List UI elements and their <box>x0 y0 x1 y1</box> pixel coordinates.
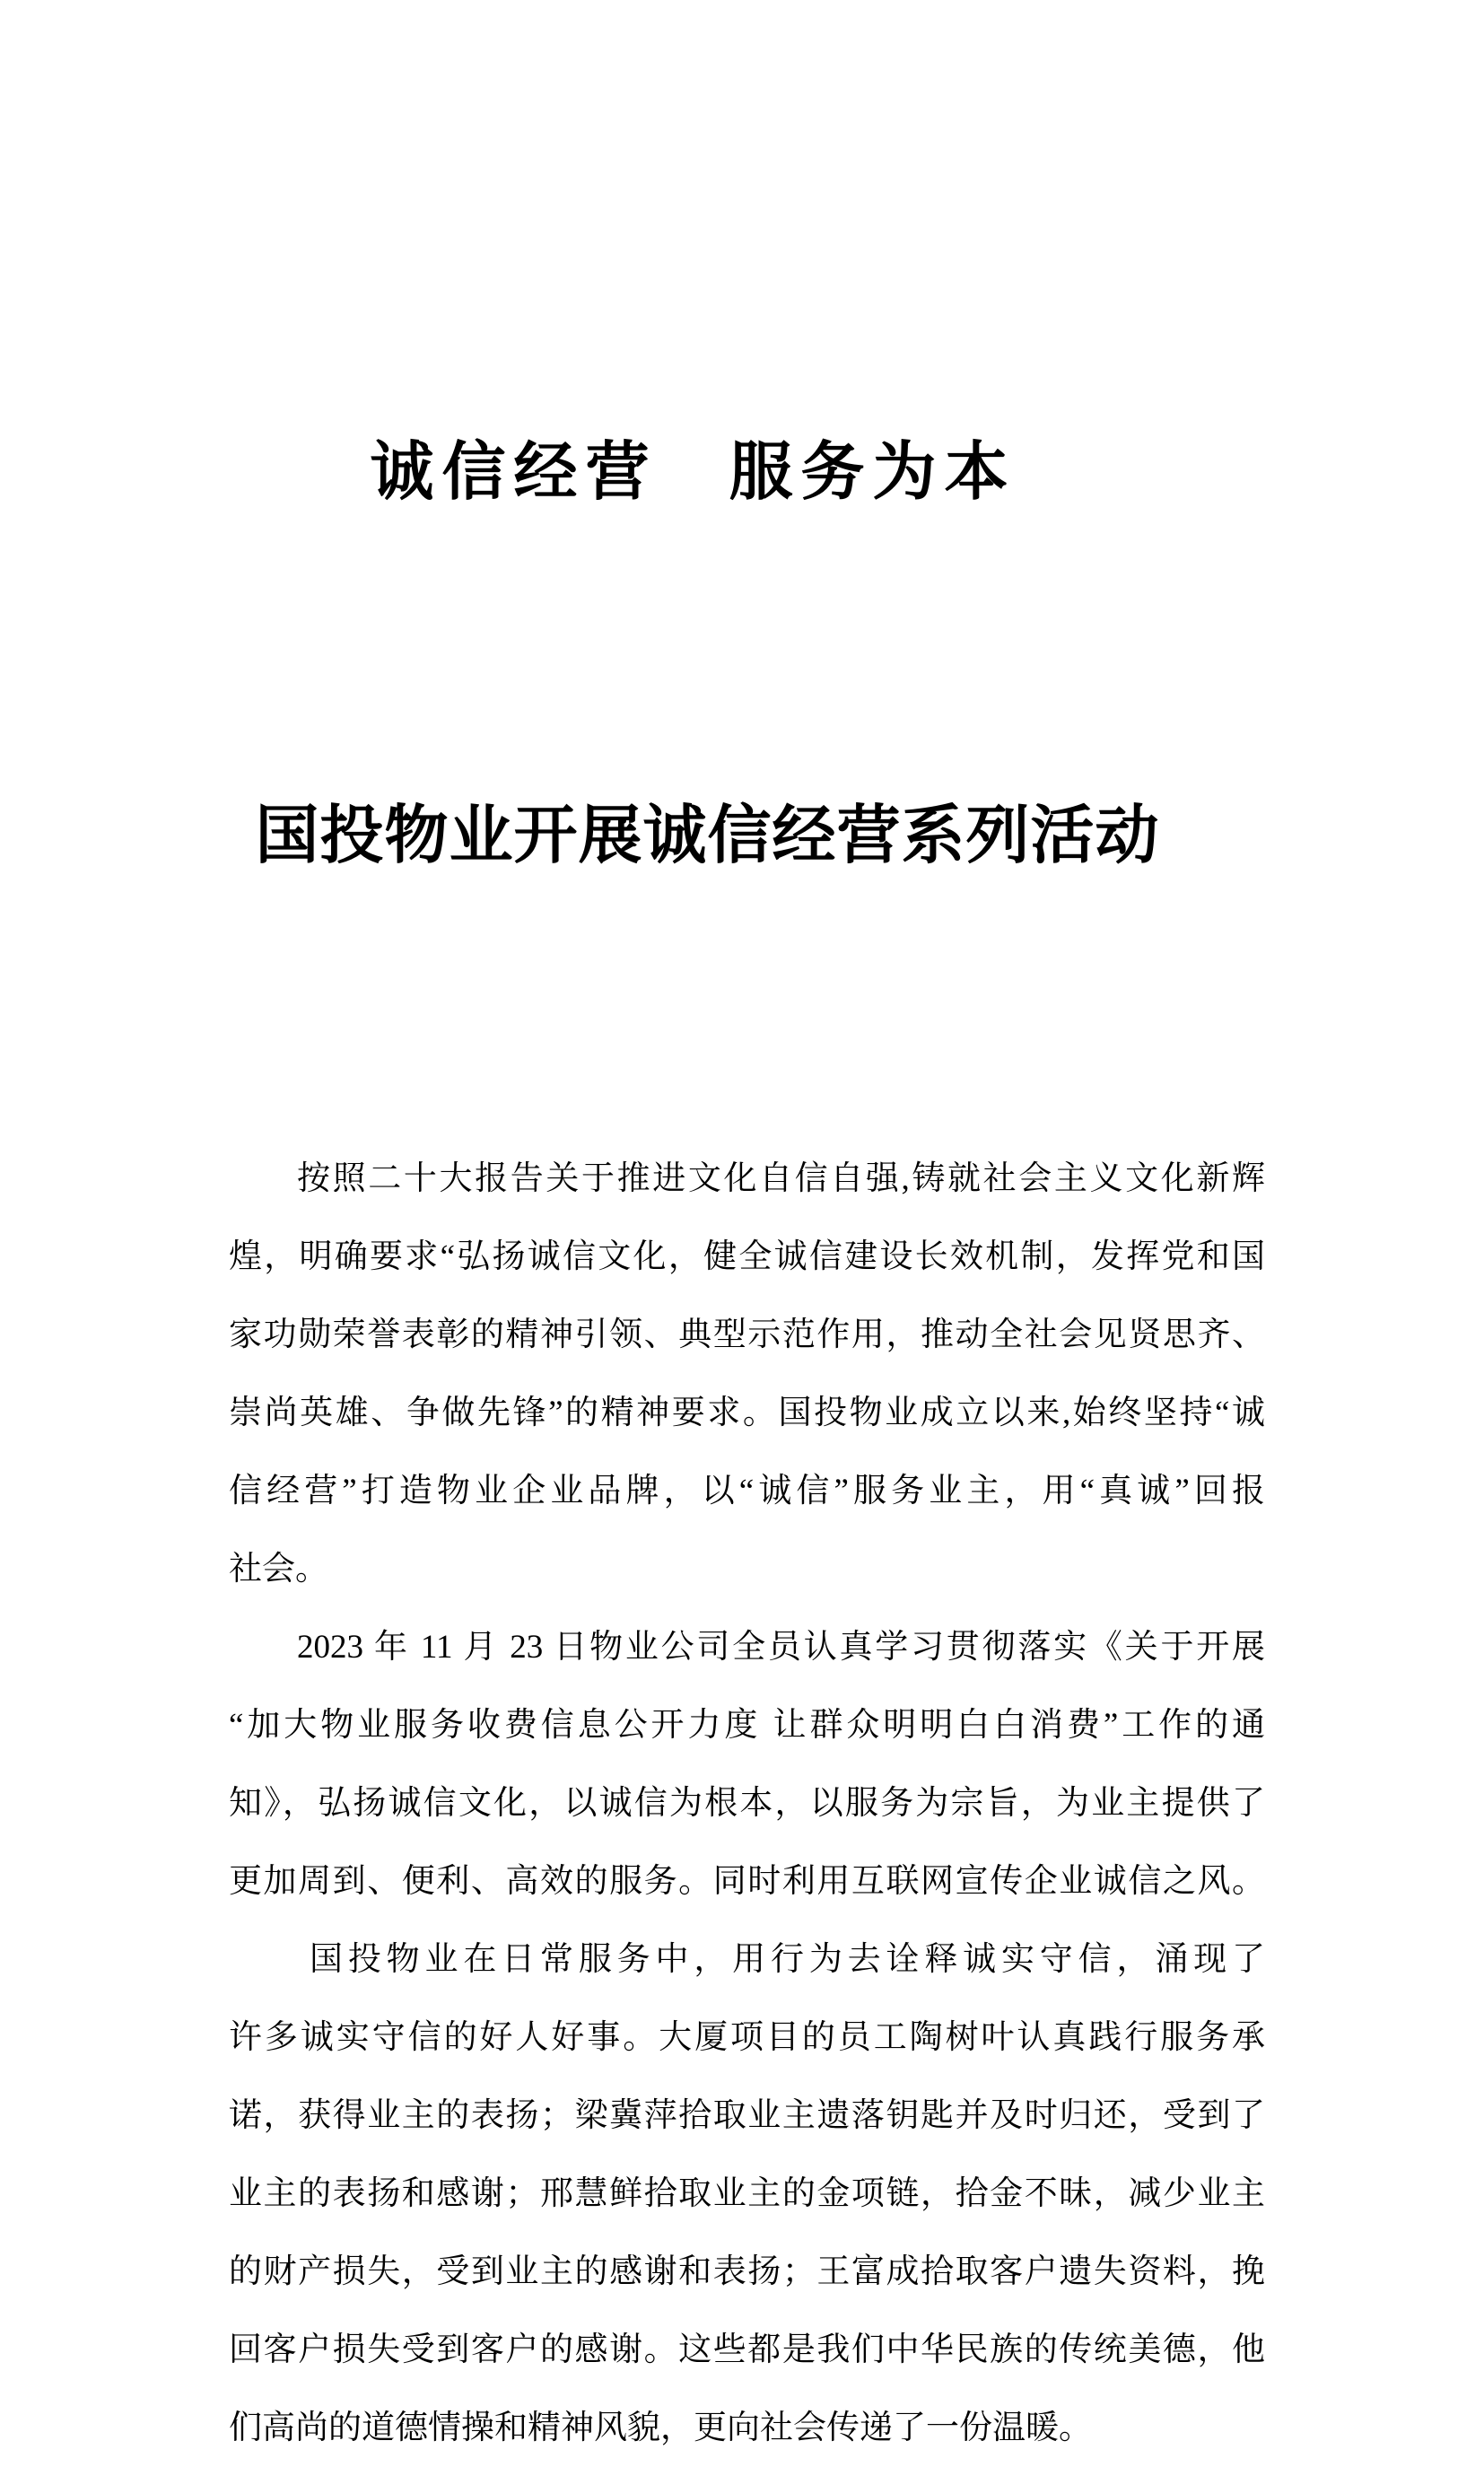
body-line: 诺，获得业主的表扬；梁冀萍拾取业主遗落钥匙并及时归还，受到了 <box>229 2097 1265 2134</box>
document-body <box>229 1140 1265 2467</box>
document-content <box>229 171 1265 2467</box>
body-line: 业主的表扬和感谢；邢慧鲜拾取业主的金项链，拾金不昧，减少业主 <box>229 2175 1265 2212</box>
body-line: 们高尚的道德情操和精神风貌，更向社会传递了一份温暖。 <box>229 2410 1092 2446</box>
body-line: 知》，弘扬诚信文化，以诚信为根本，以服务为宗旨，为业主提供了 <box>229 1785 1265 1822</box>
body-line: 更加周到、便利、高效的服务。同时利用互联网宣传企业诚信之风。 <box>229 1863 1265 1900</box>
document-title-line-1: 诚信经营 服务为本 <box>370 438 1017 508</box>
body-line: 许多诚实守信的好人好事。大厦项目的员工陶树叶认真践行服务承 <box>229 2019 1265 2056</box>
body-line: 2023 年 11 月 23 日物业公司全员认真学习贯彻落实《关于开展 <box>297 1629 1265 1666</box>
body-line: 信经营”打造物业企业品牌，以“诚信”服务业主，用“真诚”回报 <box>229 1473 1265 1509</box>
body-line: 回客户损失受到客户的感谢。这些都是我们中华民族的传统美德，他 <box>229 2331 1265 2368</box>
body-line: 的财产损失，受到业主的感谢和表扬；王富成拾取客户遗失资料，挽 <box>229 2253 1265 2290</box>
paragraph-3 <box>229 1920 1265 2467</box>
body-line: “加大物业服务收费信息公开力度 让群众明明白白消费”工作的通 <box>229 1707 1265 1744</box>
body-line: 崇尚英雄、争做先锋”的精神要求。国投物业成立以来,始终坚持“诚 <box>229 1395 1265 1431</box>
body-line: 煌，明确要求“弘扬诚信文化，健全诚信建设长效机制，发挥党和国 <box>229 1238 1265 1275</box>
body-line: 家功勋荣誉表彰的精神引领、典型示范作用，推动全社会见贤思齐、 <box>229 1317 1265 1353</box>
document-title-line-2: 国投物业开展诚信经营系列活动 <box>255 801 1160 871</box>
body-line: 按照二十大报告关于推进文化自信自强,铸就社会主义文化新辉 <box>297 1160 1265 1197</box>
paragraph-2 <box>229 1608 1265 1920</box>
document-title <box>229 171 1265 1140</box>
paragraph-1 <box>229 1140 1265 1608</box>
body-line: 社会。 <box>229 1551 328 1588</box>
body-line: 国投物业在日常服务中，用行为去诠释诚实守信，涌现了 <box>310 1941 1265 1978</box>
